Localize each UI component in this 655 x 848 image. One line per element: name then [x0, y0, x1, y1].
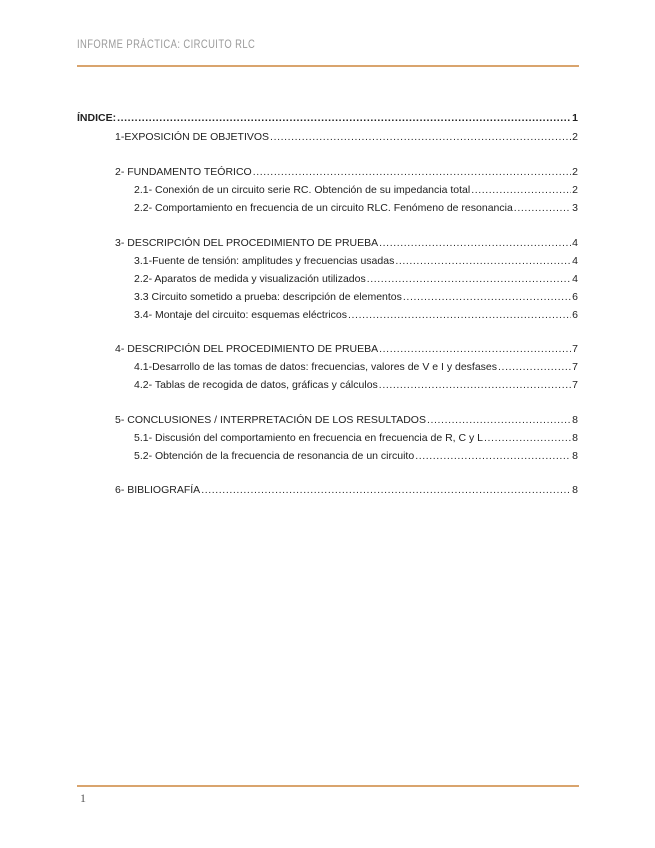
toc-entry-title: 1-EXPOSICIÓN DE OBJETIVOS: [115, 131, 270, 143]
toc-entry-page: 6: [572, 291, 578, 303]
toc-entry-page: 4: [572, 237, 578, 249]
toc-entry-title: 4.1-Desarrollo de las tomas de datos: frecuencias, valores de V e I y desfases: [134, 361, 498, 373]
toc-entry-page: 7: [572, 361, 578, 373]
toc-entry-title: 2- FUNDAMENTO TEÓRICO: [115, 166, 252, 178]
toc-leader-dots: [403, 291, 571, 303]
toc-leader-dots: [379, 379, 571, 391]
toc-entry-title: 2.2- Comportamiento en frecuencia de un circuito RLC. Fenómeno de resonancia: [134, 202, 513, 214]
toc-leader-dots: [379, 343, 571, 355]
toc-entry-section-5-2[interactable]: [134, 450, 578, 464]
toc-entry-title: 5.2- Obtención de la frecuencia de resonancia de un circuito: [134, 450, 415, 462]
toc-leader-dots: [270, 131, 571, 143]
toc-entry-section-6[interactable]: [115, 484, 578, 498]
toc-entry-title: 3.4- Montaje del circuito: esquemas eléctricos: [134, 309, 348, 321]
toc-entry-page: 7: [572, 343, 578, 355]
toc-entry-section-3-1[interactable]: [134, 255, 578, 269]
toc-entry-page: 2: [572, 131, 578, 143]
toc-entry-section-2-1[interactable]: [134, 184, 578, 198]
toc-entry-title: 2.1- Conexión de un circuito serie RC. Obtención de su impedancia total: [134, 184, 471, 196]
toc-entry-title: 5.1- Discusión del comportamiento en frecuencia en frecuencia de R, C y L: [134, 432, 484, 444]
toc-entry-page: 2: [572, 166, 578, 178]
toc-entry-title: 4.2- Tablas de recogida de datos, gráficas y cálculos: [134, 379, 378, 391]
toc-entry-page: 3: [572, 202, 578, 214]
toc-entry-section-4-2[interactable]: [134, 379, 578, 393]
toc-heading[interactable]: [77, 112, 578, 126]
toc-entry-page: 4: [572, 255, 578, 267]
toc-entry-page: 8: [572, 484, 578, 496]
toc-entry-section-5[interactable]: [115, 414, 578, 428]
toc-heading-page: 1: [572, 112, 578, 124]
toc-entry-title: 3.3 Circuito sometido a prueba: descripción de elementos: [134, 291, 402, 303]
toc-entry-section-3-4[interactable]: [134, 309, 578, 323]
document-header-title: INFORME PRÁCTICA: CIRCUITO RLC: [77, 39, 256, 51]
toc-entry-section-5-1[interactable]: [134, 432, 578, 446]
toc-entry-section-3-3[interactable]: [134, 291, 578, 305]
toc-entry-section-3-2[interactable]: [134, 273, 578, 287]
toc-leader-dots: [395, 255, 571, 267]
toc-entry-page: 4: [572, 273, 578, 285]
toc-entry-section-2[interactable]: [115, 166, 578, 180]
toc-entry-section-2-2[interactable]: [134, 202, 578, 216]
toc-entry-page: 8: [572, 414, 578, 426]
toc-leader-dots: [117, 112, 571, 124]
toc-entry-section-3[interactable]: [115, 237, 578, 251]
toc-heading-title: ÍNDICE:: [77, 112, 117, 124]
toc-leader-dots: [427, 414, 571, 426]
toc-entry-page: 6: [572, 309, 578, 321]
toc-entry-title: 3.1-Fuente de tensión: amplitudes y frecuencias usadas: [134, 255, 395, 267]
toc-entry-page: 2: [572, 184, 578, 196]
toc-leader-dots: [484, 432, 571, 444]
footer-divider: [77, 785, 579, 787]
toc-leader-dots: [471, 184, 571, 196]
header-divider: [77, 65, 579, 67]
toc-leader-dots: [253, 166, 571, 178]
toc-leader-dots: [498, 361, 571, 373]
toc-entry-title: 6- BIBLIOGRAFÍA: [115, 484, 201, 496]
toc-entry-title: 2.2- Aparatos de medida y visualización utilizados: [134, 273, 366, 285]
toc-entry-title: 3- DESCRIPCIÓN DEL PROCEDIMIENTO DE PRUEBA: [115, 237, 379, 249]
toc-leader-dots: [514, 202, 571, 214]
toc-entry-page: 8: [572, 432, 578, 444]
toc-entry-page: 8: [572, 450, 578, 462]
toc-entry-section-1[interactable]: [115, 131, 578, 145]
footer-page-number: 1: [80, 791, 86, 805]
toc-entry-title: 5- CONCLUSIONES / INTERPRETACIÓN DE LOS RESULTADOS: [115, 414, 426, 426]
toc-entry-section-4-1[interactable]: [134, 361, 578, 375]
toc-leader-dots: [379, 237, 571, 249]
toc-entry-title: 4- DESCRIPCIÓN DEL PROCEDIMIENTO DE PRUEBA: [115, 343, 379, 355]
toc-entry-section-4[interactable]: [115, 343, 578, 357]
toc-leader-dots: [367, 273, 571, 285]
toc-leader-dots: [201, 484, 571, 496]
toc-leader-dots: [348, 309, 571, 321]
toc-entry-page: 7: [572, 379, 578, 391]
toc-leader-dots: [415, 450, 571, 462]
